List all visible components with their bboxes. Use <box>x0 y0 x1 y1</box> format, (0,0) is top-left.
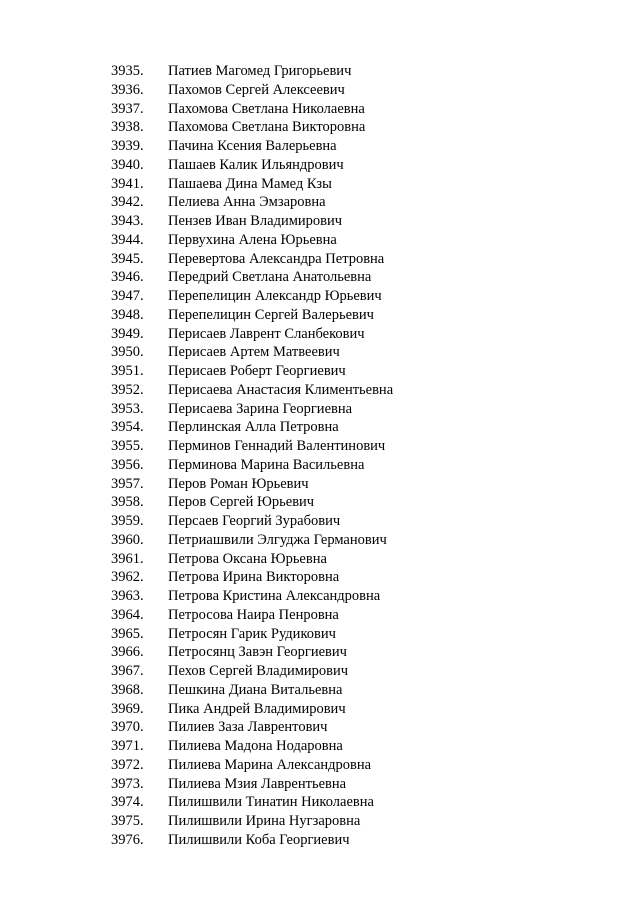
entry-number: 3942. <box>111 194 144 211</box>
entry-number: 3970. <box>111 719 144 736</box>
entry-name: Петрова Ирина Викторовна <box>168 569 340 586</box>
entry-number: 3947. <box>111 288 144 304</box>
list-item <box>0 625 640 644</box>
list-item <box>0 437 640 456</box>
entry-name: Пахомов Сергей Алексеевич <box>168 81 345 98</box>
entry-number: 3955. <box>111 438 144 454</box>
entry-number: 3941. <box>111 175 144 192</box>
entry-name: Перепелицин Александр Юрьевич <box>168 288 382 304</box>
entry-name: Перминова Марина Васильевна <box>168 456 365 473</box>
list-item <box>0 212 640 231</box>
entry-number: 3957. <box>111 475 144 492</box>
list-item <box>0 81 640 100</box>
list-item <box>0 681 640 700</box>
entry-name: Пахомова Светлана Викторовна <box>168 119 366 136</box>
entry-number: 3952. <box>111 381 144 398</box>
list-item <box>0 568 640 587</box>
entry-name: Первухина Алена Юрьевна <box>168 231 337 248</box>
entry-name: Пехов Сергей Владимирович <box>168 663 349 679</box>
entry-number: 3976. <box>111 831 144 848</box>
list-item <box>0 231 640 250</box>
entry-number: 3967. <box>111 663 144 679</box>
entry-name: Перов Сергей Юрьевич <box>168 494 315 511</box>
entry-number: 3956. <box>111 456 144 473</box>
list-item <box>0 400 640 419</box>
list-item <box>0 587 640 606</box>
entry-name: Пензев Иван Владимирович <box>168 213 343 229</box>
entry-number: 3959. <box>111 513 144 529</box>
entry-number: 3953. <box>111 400 144 417</box>
entry-name: Пилишвили Ирина Нугзаровна <box>168 813 361 829</box>
entry-number: 3944. <box>111 231 144 248</box>
list-item <box>0 775 640 794</box>
entry-number: 3940. <box>111 156 144 173</box>
entry-name: Пилиева Мадона Нодаровна <box>168 738 343 754</box>
entry-name: Патиев Магомед Григорьевич <box>168 63 352 79</box>
list-item <box>0 531 640 550</box>
entry-name: Перепелицин Сергей Валерьевич <box>168 306 374 323</box>
entry-name: Петриашвили Элгуджа Германович <box>168 531 387 548</box>
list-item <box>0 512 640 531</box>
list-item <box>0 381 640 400</box>
entry-name: Персаев Георгий Зурабович <box>168 513 341 529</box>
entry-number: 3949. <box>111 325 144 342</box>
list-item <box>0 718 640 737</box>
entry-name: Пилиева Мзия Лаврентьевна <box>168 775 347 792</box>
entry-number: 3964. <box>111 606 144 623</box>
entry-number: 3946. <box>111 269 144 286</box>
entry-name: Перисаев Лаврент Сланбекович <box>168 325 365 342</box>
entry-name: Пилишвили Коба Георгиевич <box>168 831 350 848</box>
entry-name: Петросян Гарик Рудикович <box>168 625 336 642</box>
entry-number: 3935. <box>111 63 144 79</box>
entry-number: 3937. <box>111 100 144 117</box>
list-item <box>0 118 640 137</box>
entry-name: Перисаева Анастасия Климентьевна <box>168 381 394 398</box>
entry-number: 3958. <box>111 494 144 511</box>
entry-name: Передрий Светлана Анатольевна <box>168 269 372 286</box>
entry-name: Перисаев Артем Матвеевич <box>168 344 340 361</box>
list-item <box>0 250 640 269</box>
entry-name: Пачина Ксения Валерьевна <box>168 138 337 154</box>
entry-name: Петросянц Завэн Георгиевич <box>168 644 347 661</box>
entry-name: Пашаев Калик Ильяндрович <box>168 156 344 173</box>
entry-name: Пика Андрей Владимирович <box>168 700 346 717</box>
entry-number: 3975. <box>111 813 144 829</box>
list-item <box>0 643 640 662</box>
list-item <box>0 325 640 344</box>
list-item <box>0 175 640 194</box>
entry-name: Пилиев Заза Лаврентович <box>168 719 328 736</box>
list-item <box>0 493 640 512</box>
list-item <box>0 812 640 831</box>
entry-number: 3939. <box>111 138 144 154</box>
list-item <box>0 287 640 306</box>
entry-name: Пелиева Анна Эмзаровна <box>168 194 326 211</box>
list-item <box>0 831 640 850</box>
entry-name: Петрова Оксана Юрьевна <box>168 550 327 567</box>
entry-number: 3938. <box>111 119 144 136</box>
name-list <box>0 62 640 850</box>
entry-number: 3963. <box>111 588 144 604</box>
list-item <box>0 306 640 325</box>
entry-name: Петрова Кристина Александровна <box>168 588 381 604</box>
entry-name: Пешкина Диана Витальевна <box>168 681 343 698</box>
entry-name: Петросова Наира Пенровна <box>168 606 339 623</box>
entry-number: 3974. <box>111 794 144 811</box>
list-item <box>0 343 640 362</box>
entry-number: 3966. <box>111 644 144 661</box>
entry-name: Перминов Геннадий Валентинович <box>168 438 386 454</box>
entry-number: 3950. <box>111 344 144 361</box>
list-item <box>0 606 640 625</box>
list-item <box>0 137 640 156</box>
list-item <box>0 456 640 475</box>
entry-name: Перлинская Алла Петровна <box>168 419 339 436</box>
list-item <box>0 193 640 212</box>
entry-name: Перисаева Зарина Георгиевна <box>168 400 353 417</box>
entry-number: 3954. <box>111 419 144 436</box>
list-item <box>0 268 640 287</box>
list-item <box>0 550 640 569</box>
entry-name: Пахомова Светлана Николаевна <box>168 100 365 117</box>
entry-number: 3969. <box>111 700 144 717</box>
entry-name: Перевертова Александра Петровна <box>168 250 385 267</box>
list-item <box>0 662 640 681</box>
list-item <box>0 418 640 437</box>
entry-number: 3968. <box>111 681 144 698</box>
list-item <box>0 793 640 812</box>
entry-number: 3961. <box>111 550 144 567</box>
entry-number: 3962. <box>111 569 144 586</box>
entry-name: Перисаев Роберт Георгиевич <box>168 363 346 379</box>
entry-name: Пашаева Дина Мамед Кзы <box>168 175 332 192</box>
entry-number: 3973. <box>111 775 144 792</box>
entry-number: 3971. <box>111 738 144 754</box>
list-item <box>0 700 640 719</box>
list-item <box>0 100 640 119</box>
list-item <box>0 756 640 775</box>
entry-number: 3960. <box>111 531 144 548</box>
entry-name: Пилишвили Тинатин Николаевна <box>168 794 374 811</box>
entry-number: 3972. <box>111 756 144 773</box>
list-item <box>0 737 640 756</box>
list-item <box>0 362 640 381</box>
list-item <box>0 156 640 175</box>
entry-number: 3943. <box>111 213 144 229</box>
entry-number: 3945. <box>111 250 144 267</box>
list-item <box>0 62 640 81</box>
entry-name: Перов Роман Юрьевич <box>168 475 309 492</box>
entry-number: 3948. <box>111 306 144 323</box>
entry-number: 3951. <box>111 363 144 379</box>
list-item <box>0 475 640 494</box>
entry-name: Пилиева Марина Александровна <box>168 756 372 773</box>
entry-number: 3936. <box>111 81 144 98</box>
entry-number: 3965. <box>111 625 144 642</box>
